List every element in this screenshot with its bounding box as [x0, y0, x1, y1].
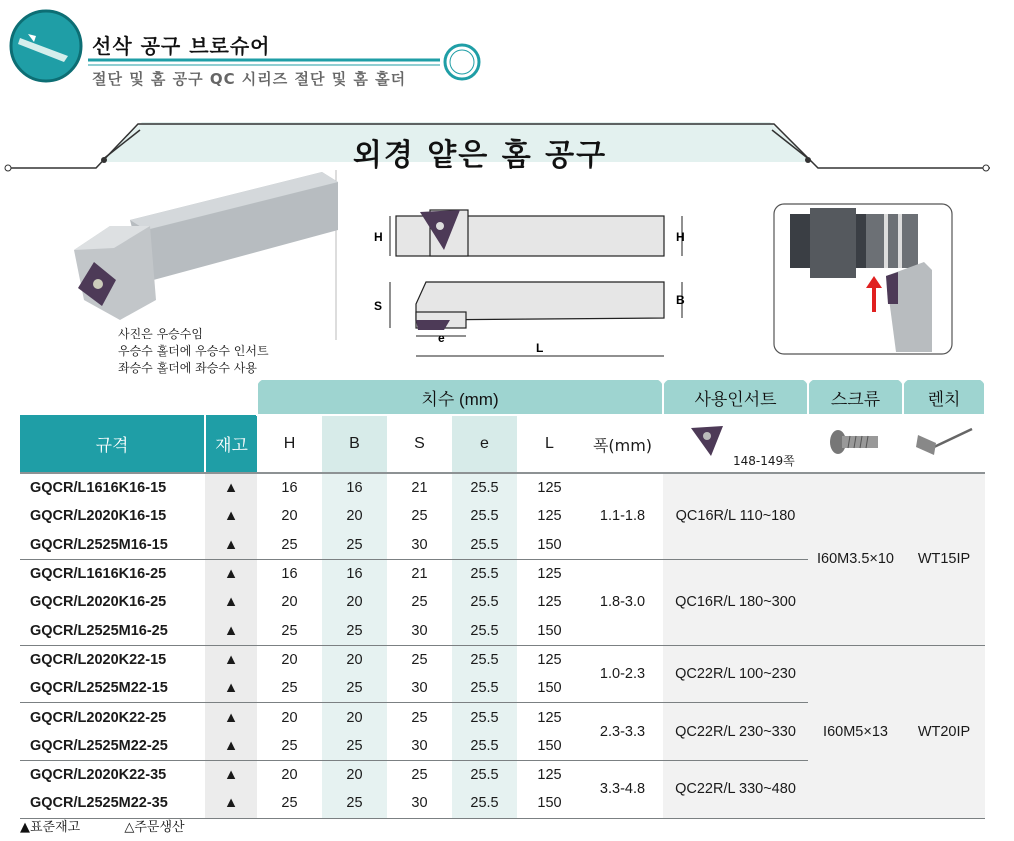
cell-l: 125 [537, 709, 562, 726]
cell-width-group: 1.0-2.3 [582, 645, 663, 703]
wrench-icon [912, 425, 976, 459]
cell-wrench-group: WT20IP [903, 645, 985, 818]
cell-l: 125 [537, 480, 562, 497]
cell-stock: ▲ [205, 645, 257, 674]
stock-legend [20, 816, 225, 835]
cell-b: 25 [322, 732, 387, 761]
cell-b: 20 [322, 703, 387, 732]
cell-code: GQCR/L2525M22-25 [20, 732, 205, 761]
cell-h: 20 [281, 767, 298, 784]
cell-h: 16 [281, 566, 298, 583]
cell-wrench-group: WT15IP [903, 473, 985, 645]
cell-e: 25.5 [452, 645, 517, 674]
cell-b: 16 [322, 559, 387, 588]
photo-note-line: 좌승수 홀더에 좌승수 사용 [118, 361, 257, 375]
cell-insert-group: QC16R/L 110~180 [663, 473, 808, 559]
cell-stock: ▲ [205, 732, 257, 761]
cell-stock: ▲ [205, 473, 257, 502]
cell-l: 150 [517, 674, 582, 703]
col-header-s: S [387, 415, 452, 473]
col-header-b: B [322, 415, 387, 473]
cell-width-group: 1.1-1.8 [582, 473, 663, 559]
cell-l: 150 [517, 789, 582, 818]
cell-b: 20 [322, 502, 387, 530]
cell-s: 25 [411, 709, 428, 726]
cell-s: 25 [411, 594, 428, 611]
screw-icon [826, 425, 886, 459]
cell-b: 20 [322, 588, 387, 616]
cell-s: 30 [387, 789, 452, 818]
col-header-e: e [452, 415, 517, 473]
dim-label-h-left: H [374, 230, 383, 244]
cell-screw-group: I60M3.5×10 [808, 473, 903, 645]
dim-label-e: e [438, 331, 445, 345]
usage-photo [770, 200, 960, 362]
cell-h: 16 [281, 480, 298, 497]
cell-e: 25.5 [452, 531, 517, 560]
cell-e: 25.5 [452, 703, 517, 732]
table-row [20, 473, 985, 502]
cell-stock: ▲ [205, 789, 257, 818]
brochure-title: 선삭 공구 브로슈어 [92, 34, 271, 58]
photo-note-line: 사진은 우승수임 [118, 327, 203, 341]
col-header-stock: 재고 [205, 415, 257, 473]
cell-code: GQCR/L2020K16-25 [30, 594, 167, 611]
brochure-subtitle: 절단 및 홈 공구 QC 시리즈 절단 및 홈 홀더 [92, 70, 407, 88]
cell-insert-group: QC16R/L 180~300 [663, 559, 808, 645]
photo-note-line: 우승수 홀더에 우승수 인서트 [118, 344, 269, 358]
brand-logo-icon [6, 8, 88, 84]
cell-stock: ▲ [205, 588, 257, 616]
cell-s: 25 [411, 508, 428, 525]
cell-code: GQCR/L2525M22-35 [20, 789, 205, 818]
cell-screw-group: I60M5×13 [808, 645, 903, 818]
cell-l: 125 [537, 508, 562, 525]
cell-insert-group: QC22R/L 330~480 [663, 760, 808, 818]
cell-stock: ▲ [205, 502, 257, 530]
cell-s: 21 [411, 480, 428, 497]
cell-h: 20 [281, 508, 298, 525]
cell-width-group: 3.3-4.8 [582, 760, 663, 818]
col-header-wrench [903, 415, 985, 473]
insert-page-ref: 148-149쪽 [733, 454, 795, 468]
cell-h: 25 [257, 732, 322, 761]
cell-l: 125 [537, 651, 562, 668]
cell-width-group: 1.8-3.0 [582, 559, 663, 645]
cell-insert-group: QC22R/L 230~330 [663, 703, 808, 761]
tool-holder-photo [60, 170, 340, 340]
cell-code: GQCR/L2525M22-15 [20, 674, 205, 703]
spec-table [20, 378, 986, 819]
group-header-screw: 스크류 [808, 379, 903, 415]
legend-made-to-order: △주문생산 [124, 820, 185, 835]
cell-h: 20 [281, 651, 298, 668]
cell-s: 30 [387, 616, 452, 645]
cell-s: 30 [387, 531, 452, 560]
col-header-screw [808, 415, 903, 473]
cell-h: 20 [281, 709, 298, 726]
dim-label-b: B [676, 293, 685, 307]
cell-l: 125 [537, 566, 562, 583]
cell-stock: ▲ [205, 531, 257, 560]
cell-b: 16 [322, 473, 387, 502]
group-header-dimensions: 치수 (mm) [257, 379, 663, 415]
cell-e: 25.5 [452, 588, 517, 616]
cell-code: GQCR/L2525M16-25 [20, 616, 205, 645]
cell-h: 25 [257, 616, 322, 645]
cell-e: 25.5 [452, 732, 517, 761]
cell-l: 150 [517, 616, 582, 645]
section-title: 외경 얕은 홈 공구 [352, 138, 608, 173]
cell-code: GQCR/L1616K16-25 [30, 566, 167, 583]
cell-s: 30 [387, 732, 452, 761]
cell-s: 30 [387, 674, 452, 703]
cell-h: 25 [257, 674, 322, 703]
cell-e: 25.5 [452, 502, 517, 530]
legend-standard-stock: ▲표준재고 [20, 820, 81, 835]
cell-insert-group: QC22R/L 100~230 [663, 645, 808, 703]
cell-h: 25 [257, 531, 322, 560]
cell-l: 125 [537, 594, 562, 611]
cell-stock: ▲ [205, 703, 257, 732]
group-header-wrench: 렌치 [903, 379, 985, 415]
cell-stock: ▲ [205, 616, 257, 645]
dim-label-h-right: H [676, 230, 685, 244]
cell-e: 25.5 [452, 760, 517, 789]
cell-width-group: 2.3-3.3 [582, 703, 663, 761]
cell-b: 20 [322, 645, 387, 674]
cell-code: GQCR/L1616K16-15 [30, 480, 167, 497]
col-header-width: 폭(mm) [582, 415, 663, 473]
cell-code: GQCR/L2525M16-15 [20, 531, 205, 560]
cell-code: GQCR/L2020K22-25 [30, 709, 167, 726]
cell-code: GQCR/L2020K22-35 [30, 767, 167, 784]
cell-e: 25.5 [452, 559, 517, 588]
cell-code: GQCR/L2020K16-15 [30, 508, 167, 525]
cell-h: 20 [281, 594, 298, 611]
cell-e: 25.5 [452, 473, 517, 502]
cell-stock: ▲ [205, 760, 257, 789]
cell-stock: ▲ [205, 559, 257, 588]
cell-e: 25.5 [452, 616, 517, 645]
cell-h: 25 [257, 789, 322, 818]
cell-s: 25 [411, 767, 428, 784]
cell-e: 25.5 [452, 789, 517, 818]
col-header-spec: 규격 [20, 415, 205, 473]
cell-s: 21 [411, 566, 428, 583]
table-row [20, 645, 985, 674]
cell-b: 25 [322, 789, 387, 818]
cell-l: 125 [537, 767, 562, 784]
dim-label-l: L [536, 341, 544, 355]
col-header-l: L [517, 415, 582, 473]
col-header-insert [663, 415, 808, 473]
cell-code: GQCR/L2020K22-15 [30, 651, 167, 668]
insert-icon [685, 422, 729, 460]
cell-e: 25.5 [452, 674, 517, 703]
cell-s: 25 [411, 651, 428, 668]
group-header-insert: 사용인서트 [663, 379, 808, 415]
cell-l: 150 [517, 732, 582, 761]
cell-b: 25 [322, 531, 387, 560]
cell-b: 25 [322, 616, 387, 645]
cell-b: 25 [322, 674, 387, 703]
dimension-drawing [360, 200, 710, 370]
cell-b: 20 [322, 760, 387, 789]
cell-l: 150 [517, 531, 582, 560]
col-header-h: H [257, 415, 322, 473]
photo-note [118, 326, 269, 377]
dim-label-s: S [374, 299, 383, 313]
cell-stock: ▲ [205, 674, 257, 703]
